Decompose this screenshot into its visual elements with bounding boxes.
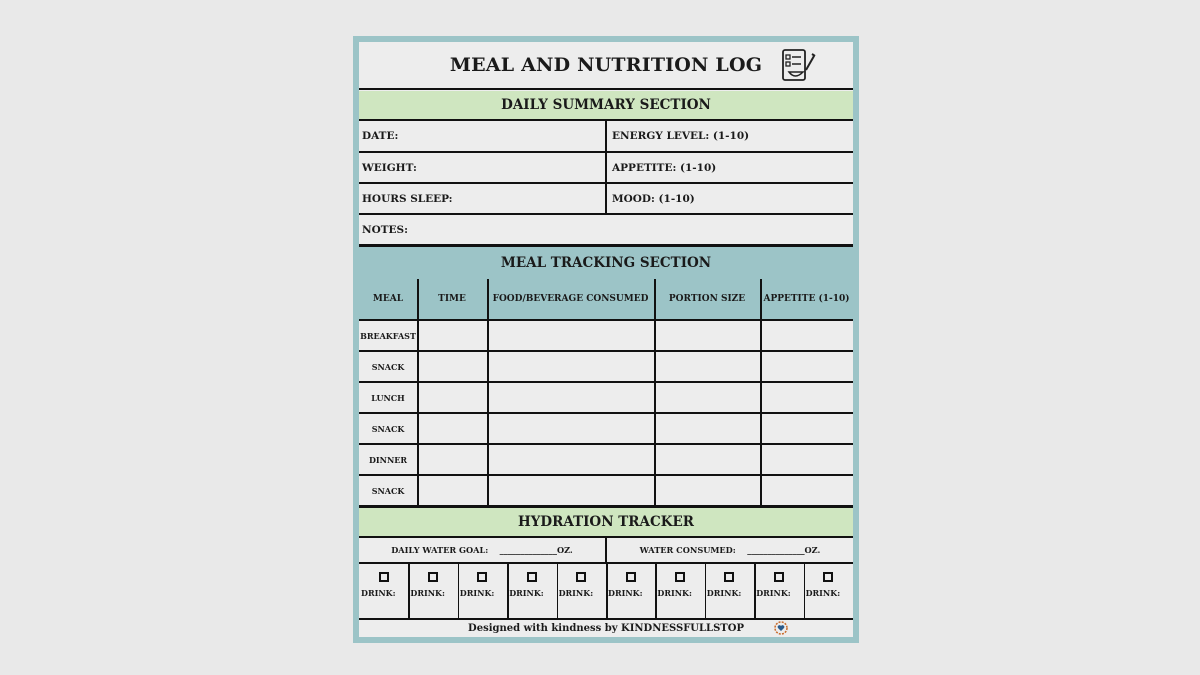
drink-label: DRINK: bbox=[805, 588, 841, 598]
drink-label: DRINK: bbox=[756, 588, 791, 598]
divider bbox=[804, 564, 806, 618]
drink-checkbox[interactable] bbox=[477, 572, 487, 582]
divider bbox=[705, 564, 707, 618]
drink-slot bbox=[754, 564, 803, 618]
column-header-time: TIME bbox=[417, 279, 487, 319]
energy-level-field[interactable]: ENERGY LEVEL: (1-10) bbox=[612, 130, 750, 142]
drink-slot bbox=[359, 564, 408, 618]
checklist-bowl-icon bbox=[781, 48, 817, 84]
divider bbox=[359, 350, 853, 352]
weight-field[interactable]: WEIGHT: bbox=[362, 161, 417, 174]
log-page bbox=[359, 42, 853, 637]
drink-label: DRINK: bbox=[361, 588, 396, 598]
drink-slot bbox=[705, 564, 754, 618]
meal-row-label: SNACK bbox=[371, 485, 405, 496]
drink-checkbox[interactable] bbox=[675, 572, 685, 582]
drink-slot bbox=[458, 564, 507, 618]
hydration-heading: HYDRATION TRACKER bbox=[359, 508, 853, 536]
drink-slot bbox=[408, 564, 457, 618]
drink-label: DRINK: bbox=[657, 588, 692, 598]
drink-checkbox[interactable] bbox=[626, 572, 636, 582]
divider bbox=[760, 279, 762, 505]
divider bbox=[359, 412, 853, 414]
drink-checkbox[interactable] bbox=[576, 572, 586, 582]
meal-row-label: LUNCH bbox=[371, 392, 405, 403]
column-header-food: FOOD/BEVERAGE CONSUMED bbox=[487, 279, 654, 319]
drink-checkbox[interactable] bbox=[774, 572, 784, 582]
divider bbox=[605, 121, 607, 213]
hours-sleep-field[interactable]: HOURS SLEEP: bbox=[362, 192, 453, 205]
drink-slot bbox=[557, 564, 606, 618]
drink-slot bbox=[606, 564, 655, 618]
divider bbox=[359, 381, 853, 383]
divider bbox=[507, 564, 509, 618]
drink-label: DRINK: bbox=[410, 588, 445, 598]
column-header-portion: PORTION SIZE bbox=[654, 279, 760, 319]
appetite-field[interactable]: APPETITE: (1-10) bbox=[612, 161, 717, 174]
drink-label: DRINK: bbox=[558, 588, 594, 598]
water-goal-field[interactable] bbox=[359, 538, 605, 562]
mood-field[interactable]: MOOD: (1-10) bbox=[612, 192, 695, 205]
column-header-meal: MEAL bbox=[359, 279, 417, 319]
divider bbox=[408, 564, 410, 618]
drink-checkbox[interactable] bbox=[823, 572, 833, 582]
notes-field[interactable]: NOTES: bbox=[362, 223, 409, 236]
drink-checkbox[interactable] bbox=[527, 572, 537, 582]
footer-credit: Designed with kindness by KINDNESSFULLSTOP bbox=[468, 623, 744, 634]
divider bbox=[655, 564, 657, 618]
drink-label: DRINK: bbox=[459, 588, 495, 598]
water-goal-blank[interactable]: ______________OZ. bbox=[499, 545, 573, 555]
daily-summary-heading: DAILY SUMMARY SECTION bbox=[359, 91, 853, 119]
drink-label: DRINK: bbox=[608, 588, 643, 598]
drink-checkbox[interactable] bbox=[379, 572, 389, 582]
water-consumed-blank[interactable]: ______________OZ. bbox=[747, 545, 821, 555]
column-header-appetite: APPETITE (1-10) bbox=[760, 279, 853, 319]
water-consumed-label: WATER CONSUMED: bbox=[639, 545, 736, 555]
divider bbox=[487, 279, 489, 505]
meal-tracking-heading: MEAL TRACKING SECTION bbox=[359, 247, 853, 279]
meal-row-label: SNACK bbox=[371, 361, 405, 372]
meal-row-label: DINNER bbox=[368, 454, 408, 465]
divider bbox=[359, 474, 853, 476]
divider bbox=[605, 538, 607, 562]
drink-checkbox[interactable] bbox=[724, 572, 734, 582]
divider bbox=[754, 564, 756, 618]
drink-slot bbox=[804, 564, 853, 618]
water-consumed-field[interactable] bbox=[607, 538, 853, 562]
divider bbox=[417, 279, 419, 505]
drink-label: DRINK: bbox=[509, 588, 544, 598]
divider bbox=[359, 443, 853, 445]
page-title: MEAL AND NUTRITION LOG bbox=[359, 42, 853, 90]
log-sheet bbox=[353, 36, 859, 643]
divider bbox=[359, 319, 853, 321]
drink-checkbox[interactable] bbox=[428, 572, 438, 582]
meal-row-label: BREAKFAST bbox=[360, 330, 416, 341]
meal-row-label: SNACK bbox=[371, 423, 405, 434]
drink-slot bbox=[655, 564, 704, 618]
divider bbox=[606, 564, 608, 618]
divider bbox=[458, 564, 460, 618]
divider bbox=[654, 279, 656, 505]
drink-slot bbox=[507, 564, 556, 618]
divider bbox=[557, 564, 559, 618]
water-goal-label: DAILY WATER GOAL: bbox=[391, 545, 489, 555]
heart-badge-icon bbox=[773, 620, 789, 636]
drink-label: DRINK: bbox=[706, 588, 742, 598]
date-field[interactable]: DATE: bbox=[362, 130, 399, 142]
